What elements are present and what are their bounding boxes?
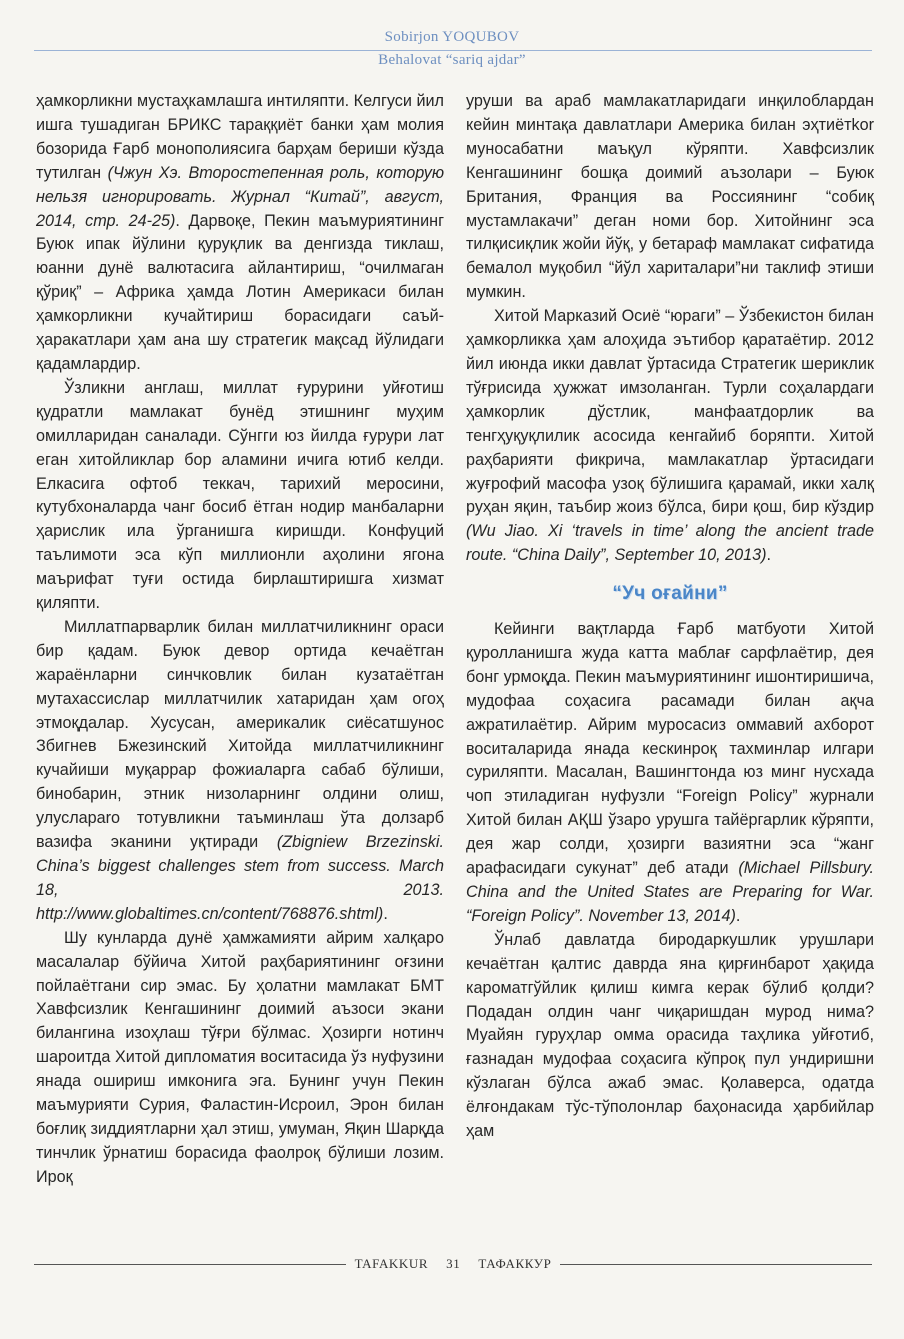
paragraph: Кейинги вақтларда Ғарб матбуоти Хитой қуролланишга жуда катта маблағ сарфлаётир, дея бонг урмоқда. Пекин маъмуриятининг ишонтиришича, мудофаа соҳасига расамади билан ақча ажратилаётир. Айрим муросасиз оммавий ахборот воситаларида янада кескинроқ тахминлар илгари суриляпти. Масалан, Вашингтонда юз минг нусхада чоп этиладиган нуфузли “Foreign Policy” журнали Хитой билан АҚШ ўзаро урушга тайёргарлик кўряпти, дея жар солди, ҳозирги вазиятни эса “жанг арафасидаги сукунат” деб атади (Michael Pillsbury. China and the United States are Preparing for War. “Foreign Policy”. November 13, 2014).	[466, 620, 874, 925]
paragraph: Миллатпарварлик билан миллатчиликнинг ораси бир қадам. Буюк девор ортида кечаётган жараёнларни синчковлик билан кузатаётган мутахассислар миллатчилик хатаридан ҳам огоҳ этмоқдалар. Хусусан, америкалик сиёсатшунос Збигнев Бжезинский Хитойда миллатчиликнинг кучайиши муқаррар фожиаларга сабаб бўлиши, бинобарин, этник низоларнинг олдини олиш, улусларaro тотувликни таъминлаш ўта долзарб вазифа эканини уқтиради (Zbigniew Brzezinski. China’s biggest challenges stem from success. March 18, 2013. http://www.globaltimes.cn/content/768876.shtml).	[36, 617, 444, 923]
citation: (Wu Jiao. Xi ‘travels in time’ along the ancient trade route. “China Daily”, September 10, 2013)	[466, 522, 874, 565]
footer-journal-latin: TAFAKKUR	[354, 1256, 429, 1271]
running-header-title: Behalovat “sariq ajdar”	[378, 52, 526, 68]
footer-rule-left	[34, 1264, 346, 1265]
header-rule	[34, 50, 872, 51]
citation: (Zbigniew Brzezinski. China’s biggest challenges stem from success. March 18, 2013. http://www.globaltimes.cn/content/768876.shtml)	[36, 833, 444, 923]
footer-journal-cyrillic: ТАФАККУР	[478, 1256, 552, 1271]
paragraph: Шу кунларда дунё ҳамжамияти айрим халқаро масалалар бўйича Хитой раҳбариятининг оғзини пойлаётгани сир эмас. Бу ҳолатни мамлакат БМТ Хавфсизлик Кенгашининг доимий аъзоси экани билангина изоҳлаш тўғри бўлмас. Ҳозирги нотинч шароитда Хитой дипломатия воситасида ўз нуфузини янада ошириш имконига эга. Бунинг учун Пекин маъмурияти Сурия, Фаластин-Исроил, Эрон билан боғлиқ зиддиятларни ҳал этиш, умуман, Яқин Шарқда тинчлик ўрнатиш борасида фаолроқ бўлиши лозим. Ироқ	[36, 928, 444, 1186]
running-header-author: Sobirjon YOQUBOV	[384, 29, 520, 45]
paragraph: ҳамкорликни мустаҳкамлашга интиляпти. Келгуси йил ишга тушадиган БРИКС тараққиёт банки ҳам молия бозорида Ғарб монополиясига барҳам бериши кўзда тутилган (Чжун Хэ. Второстепенная роль, которую нельзя игнорировать. Журнал “Китай”, август, 2014, стр. 24-25). Дарвоқе, Пекин маъмуриятининг Буюк ипак йўлини қуруқлик ва денгизда тиклаш, юанни дунё валютасига айлантириш, “очилмаган қўриқ” – Африка ҳамда Лотин Америкаси билан ҳамкорликни кучайтириш борасидаги саъй-ҳаракатлари ҳам ана шу стратегик мақсад йўлидаги қадамлардир.	[36, 92, 444, 373]
page-footer	[34, 1256, 872, 1272]
paragraph: Ўнлаб давлатда биродаркушлик урушлари кечаётган қалтис даврда яна қирғинбарот ҳақида кароматгўйлик қилиш кимга керак бўлиб қолди? Подадан олдин чанг чиқаришдан мурод нима? Муайян гуруҳлар омма орасида таҳлика уйғотиб, ғазнадан мудофаа соҳасига кўпроқ пул ундиришни кўзлаган бўлса ажаб эмас. Қолаверса, одатда ёлғондакам тўс-тўполонлар баҳонасида ҳарбийлар ҳам	[466, 930, 874, 1141]
page-number: 31	[446, 1256, 461, 1271]
right-column	[466, 90, 874, 1144]
citation: (Чжун Хэ. Второстепенная роль, которую нельзя игнорировать. Журнал “Китай”, август, 2014, стр. 24-25)	[36, 163, 444, 230]
paragraph: Ўзликни англаш, миллат ғурурини уйғотиш қудратли мамлакат бунёд этишнинг муҳим омилларидан саналади. Сўнгги юз йилда ғурури лат еган хитойликлар бор аламини ичига ютиб келди. Елкасига офтоб теккач, тарихий меросини, кутубхоналарда чанг босиб ётган нодир манбаларни ҳарислик ила ўрганишга киришди. Конфуций таълимоти эса кўп миллионли аҳолини ягона маърифат туғи остида бирлаштиришга хизмат қиляпти.	[36, 378, 444, 613]
paragraph: Хитой Марказий Осиё “юраги” – Ўзбекистон билан ҳамкорликка ҳам алоҳида эътибор қаратаётир. 2012 йил июнда икки давлат ўртасида Стратегик шериклик тўғрисида ҳужжат имзоланган. Турли соҳалардаги ҳамкорлик дўстлик, манфаатдорлик ва тенгҳуқуқлилик асосида кенгайиб боряпти. Хитой раҳбарияти фикрича, мамлакатлар ўртасидаги жуғрофий масофа узоқ бўлишига қарамай, икки халқ руҳан яқин, таъбир жоиз бўлса, бири қош, бир кўздир (Wu Jiao. Xi ‘travels in time’ along the ancient trade route. “China Daily”, September 10, 2013).	[466, 307, 874, 565]
footer-rule-right	[560, 1264, 872, 1265]
paragraph: уруши ва араб мамлакатларидаги инқилоблардан кейин минтақа давлатлари Америка билан эҳтиётkor муносабатни маъқул кўряпти. Хавфсизлик Кенгашининг бошқа доимий аъзолари – Буюк Британия, Франция ва Россиянинг “собиқ мустамлакачи” деган номи бор. Хитойнинг эса тилқисиқлик жойи йўқ, у бетараф мамлакат сифатида бемалол муқобил “йўл хариталари”ни таклиф этиши мумкин.	[466, 92, 874, 302]
left-column	[36, 90, 444, 1190]
citation: (Michael Pillsbury. China and the United States are Preparing for War. “Foreign Policy”. November 13, 2014)	[466, 859, 874, 925]
section-heading: “Уч оғайни”	[612, 583, 728, 605]
